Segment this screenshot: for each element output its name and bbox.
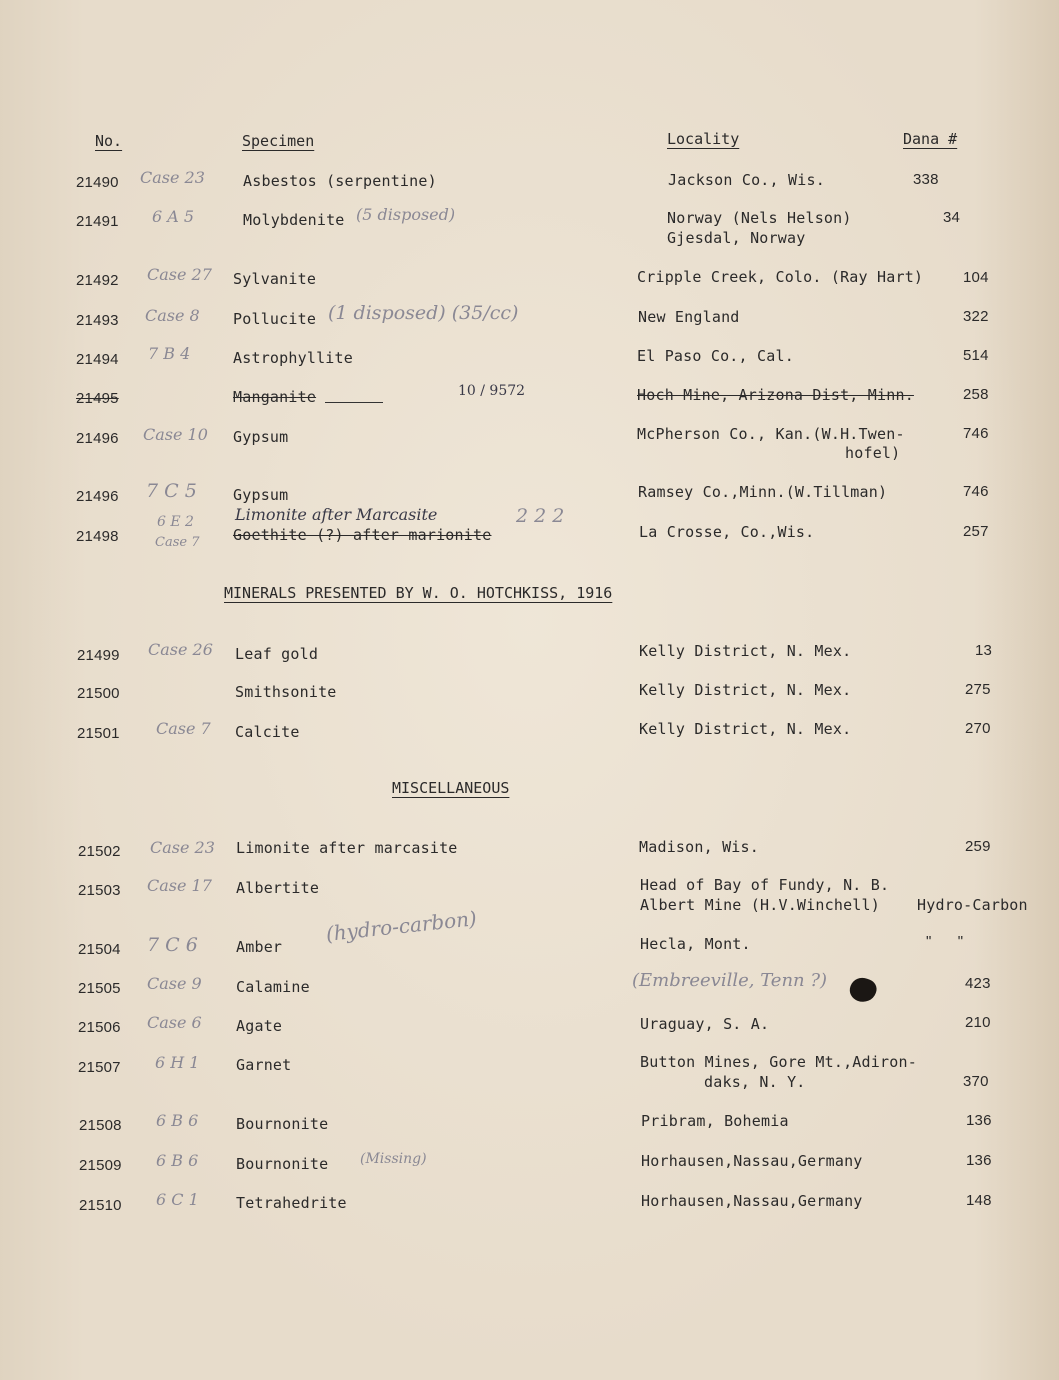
row-number: 21495: [76, 390, 119, 407]
locality: Norway (Nels Helson): [667, 209, 852, 227]
specimen-name: Leaf gold: [235, 645, 319, 663]
locality-line-2: Albert Mine (H.V.Winchell): [640, 896, 880, 914]
handwritten-correction: Limonite after Marcasite: [235, 505, 438, 524]
handwritten-case-note: Case 9: [147, 974, 202, 993]
handwritten-specimen-note: (hydro-carbon): [324, 906, 478, 946]
row-number: 21505: [78, 980, 121, 997]
dana-number: 257: [963, 523, 989, 540]
strike-line: [325, 402, 383, 403]
dana-number: 148: [966, 1192, 992, 1209]
handwritten-case-note: Case 26: [148, 640, 213, 659]
row-number: 21491: [76, 213, 119, 230]
dana-number: 423: [965, 975, 991, 992]
row-number: 21490: [76, 174, 119, 191]
locality: Hecla, Mont.: [640, 935, 751, 953]
row-number: 21493: [76, 312, 119, 329]
handwritten-case-note: 6 B 6: [156, 1111, 199, 1130]
handwritten-case-note: 7 C 5: [146, 480, 197, 502]
specimen-name: Bournonite: [236, 1155, 329, 1173]
specimen-name: Calamine: [236, 978, 310, 996]
handwritten-case-note: Case 23: [150, 838, 215, 857]
row-number: 21496: [76, 430, 119, 447]
locality-line-2: daks, N. Y.: [704, 1073, 806, 1091]
locality: Pribram, Bohemia: [641, 1112, 789, 1130]
locality: Hoch Mine, Arizona Dist, Minn.: [637, 386, 914, 404]
handwritten-case-note: 6 E 2: [157, 514, 194, 530]
specimen-name: Smithsonite: [235, 683, 337, 701]
row-number: 21501: [77, 725, 120, 742]
locality: Kelly District, N. Mex.: [639, 642, 852, 660]
specimen-name: Asbestos (serpentine): [243, 172, 437, 190]
dana-number: 34: [943, 209, 961, 226]
dana-number: Hydro-Carbon: [917, 896, 1028, 914]
ink-blot: [847, 974, 880, 1005]
handwritten-case-note: 7 B 4: [148, 344, 191, 363]
locality: Head of Bay of Fundy, N. B.: [640, 876, 890, 894]
handwritten-case-note: 6 H 1: [155, 1053, 200, 1072]
handwritten-case-note: Case 17: [147, 876, 212, 895]
specimen-name: Sylvanite: [233, 270, 317, 288]
section-heading-miscellaneous: MISCELLANEOUS: [392, 779, 510, 797]
dana-number: 136: [966, 1112, 992, 1129]
dana-number: 746: [963, 425, 989, 442]
dana-number: 136: [966, 1152, 992, 1169]
row-number: 21494: [76, 351, 119, 368]
locality: Ramsey Co.,Minn.(W.Tillman): [638, 483, 888, 501]
handwritten-specimen-note: (5 disposed): [356, 205, 456, 224]
handwritten-case-note: Case 23: [140, 168, 205, 187]
header-dana: Dana #: [903, 130, 958, 148]
specimen-name: Gypsum: [233, 428, 289, 446]
section-heading-hotchkiss: MINERALS PRESENTED BY W. O. HOTCHKISS, 1916: [224, 584, 613, 602]
dana-number: 259: [965, 838, 991, 855]
row-number: 21503: [78, 882, 121, 899]
row-number: 21500: [77, 685, 120, 702]
locality-line-2: hofel): [845, 444, 901, 462]
locality: Cripple Creek, Colo. (Ray Hart): [637, 268, 924, 286]
dana-number: 370: [963, 1073, 989, 1090]
locality: Horhausen,Nassau,Germany: [641, 1152, 863, 1170]
specimen-name: Pollucite: [233, 310, 317, 328]
dana-number: 275: [965, 681, 991, 698]
handwritten-specimen-note: 10 / 9572: [458, 383, 526, 399]
specimen-name: Calcite: [235, 723, 300, 741]
header-no: No.: [95, 132, 123, 150]
handwritten-case-note: Case 7: [156, 719, 211, 738]
specimen-name: Astrophyllite: [233, 349, 353, 367]
dana-number: " ": [926, 933, 964, 950]
row-number: 21506: [78, 1019, 121, 1036]
handwritten-case-note: 6 C 1: [156, 1190, 199, 1209]
dana-number: 514: [963, 347, 989, 364]
header-specimen: Specimen: [242, 132, 315, 150]
handwritten-case-note: Case 6: [147, 1013, 202, 1032]
dana-number: 258: [963, 386, 989, 403]
locality: Button Mines, Gore Mt.,Adiron-: [640, 1053, 917, 1071]
specimen-name: Gypsum: [233, 486, 289, 504]
locality: Kelly District, N. Mex.: [639, 681, 852, 699]
locality: Jackson Co., Wis.: [668, 171, 825, 189]
dana-number: 746: [963, 483, 989, 500]
row-number: 21510: [79, 1197, 122, 1214]
handwritten-case-note: Case 8: [145, 306, 200, 325]
locality: Horhausen,Nassau,Germany: [641, 1192, 863, 1210]
specimen-name: Goethite (?) after marionite: [233, 526, 492, 544]
locality: McPherson Co., Kan.(W.H.Twen-: [637, 425, 905, 443]
dana-number: 270: [965, 720, 991, 737]
specimen-name: Albertite: [236, 879, 320, 897]
row-number: 21509: [79, 1157, 122, 1174]
row-number: 21502: [78, 843, 121, 860]
dana-number: 13: [975, 642, 993, 659]
locality: La Crosse, Co.,Wis.: [639, 523, 815, 541]
handwritten-case-note: 6 A 5: [152, 207, 195, 226]
handwritten-case-note: 7 C 6: [147, 934, 198, 956]
dana-number: 322: [963, 308, 989, 325]
dana-number: 104: [963, 269, 989, 286]
handwritten-case-note: Case 10: [143, 425, 208, 444]
locality: Uraguay, S. A.: [640, 1015, 770, 1033]
handwritten-specimen-note: (Missing): [360, 1151, 427, 1167]
row-number: 21492: [76, 272, 119, 289]
specimen-name: Bournonite: [236, 1115, 329, 1133]
locality: New England: [638, 308, 740, 326]
handwritten-case-note-2: Case 7: [155, 535, 200, 550]
handwritten-case-note: Case 27: [147, 265, 212, 284]
handwritten-specimen-note: (1 disposed) (35/cc): [328, 302, 519, 324]
dana-number: 338: [913, 171, 939, 188]
specimen-name: Molybdenite: [243, 211, 345, 229]
specimen-name: Limonite after marcasite: [236, 839, 458, 857]
dana-number: 210: [965, 1014, 991, 1031]
locality: El Paso Co., Cal.: [637, 347, 794, 365]
specimen-name: Garnet: [236, 1056, 292, 1074]
handwritten-case-note: 6 B 6: [156, 1151, 199, 1170]
locality: Madison, Wis.: [639, 838, 759, 856]
row-number: 21496: [76, 488, 119, 505]
row-number: 21508: [79, 1117, 122, 1134]
row-number: 21498: [76, 528, 119, 545]
handwritten-locality: (Embreeville, Tenn ?): [632, 970, 828, 991]
specimen-name: Agate: [236, 1017, 283, 1035]
handwritten-question-marks: 2 2 2: [516, 505, 565, 527]
row-number: 21504: [78, 941, 121, 958]
specimen-name: Amber: [236, 938, 283, 956]
row-number: 21507: [78, 1059, 121, 1076]
locality-line-2: Gjesdal, Norway: [667, 229, 806, 247]
header-locality: Locality: [667, 130, 740, 148]
specimen-name: Manganite: [233, 388, 317, 406]
row-number: 21499: [77, 647, 120, 664]
locality: Kelly District, N. Mex.: [639, 720, 852, 738]
specimen-name: Tetrahedrite: [236, 1194, 347, 1212]
